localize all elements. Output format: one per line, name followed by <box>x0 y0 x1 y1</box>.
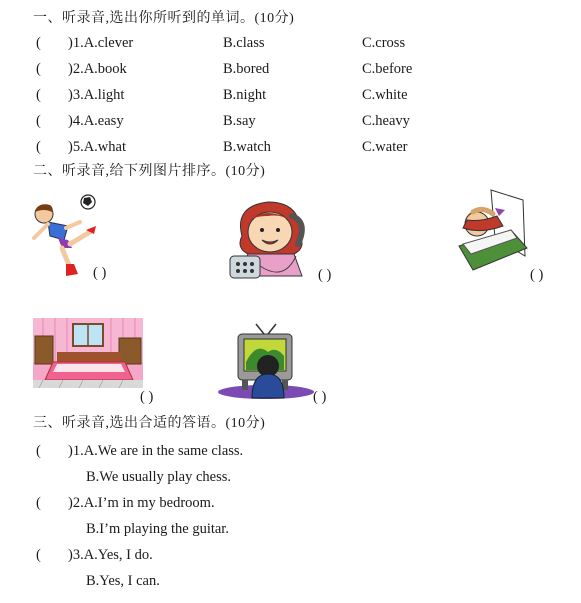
option-b: B.bored <box>223 61 270 77</box>
boy-sleeping-on-desk-icon <box>451 186 529 274</box>
option-a: )2.A.I’m in my bedroom. <box>68 495 215 511</box>
option-a: )3.A.light <box>68 87 125 103</box>
bedroom-icon <box>33 318 143 388</box>
option-b: B.Yes, I can. <box>86 573 160 589</box>
answer-paren[interactable]: ( <box>36 35 41 51</box>
answer-paren[interactable]: ( <box>36 87 41 103</box>
option-a: )4.A.easy <box>68 113 124 129</box>
option-b: B.night <box>223 87 267 103</box>
order-blank[interactable]: ( ) <box>313 389 327 405</box>
option-b: B.watch <box>223 139 271 155</box>
answer-paren[interactable]: ( <box>36 547 41 563</box>
answer-paren[interactable]: ( <box>36 61 41 77</box>
girl-on-phone-icon <box>224 196 320 282</box>
answer-paren[interactable]: ( <box>36 139 41 155</box>
answer-paren[interactable]: ( <box>36 443 41 459</box>
answer-paren[interactable]: ( <box>36 113 41 129</box>
option-a: )1.A.clever <box>68 35 134 51</box>
section1-title: 一、听录音,选出你所听到的单词。(10分) <box>33 11 295 26</box>
option-c: C.cross <box>362 35 406 51</box>
option-a: )5.A.what <box>68 139 126 155</box>
order-blank[interactable]: ( ) <box>140 389 154 405</box>
option-c: C.water <box>362 139 408 155</box>
option-b: B.We usually play chess. <box>86 469 232 485</box>
option-c: C.heavy <box>362 113 410 129</box>
option-a: )1.A.We are in the same class. <box>68 443 244 459</box>
option-b: B.I’m playing the guitar. <box>86 521 229 537</box>
option-a: )2.A.book <box>68 61 127 77</box>
option-b: B.class <box>223 35 265 51</box>
option-a: )3.A.Yes, I do. <box>68 547 153 563</box>
order-blank[interactable]: ( ) <box>530 267 544 283</box>
section2-title: 二、听录音,给下列图片排序。(10分) <box>33 164 266 179</box>
boy-watching-tv-icon <box>216 322 316 400</box>
section3-title: 三、听录音,选出合适的答语。(10分) <box>33 416 266 431</box>
order-blank[interactable]: ( ) <box>93 265 107 281</box>
answer-paren[interactable]: ( <box>36 495 41 511</box>
option-c: C.before <box>362 61 413 77</box>
option-c: C.white <box>362 87 408 103</box>
soccer-boy-icon <box>28 192 100 282</box>
option-b: B.say <box>223 113 256 129</box>
order-blank[interactable]: ( ) <box>318 267 332 283</box>
